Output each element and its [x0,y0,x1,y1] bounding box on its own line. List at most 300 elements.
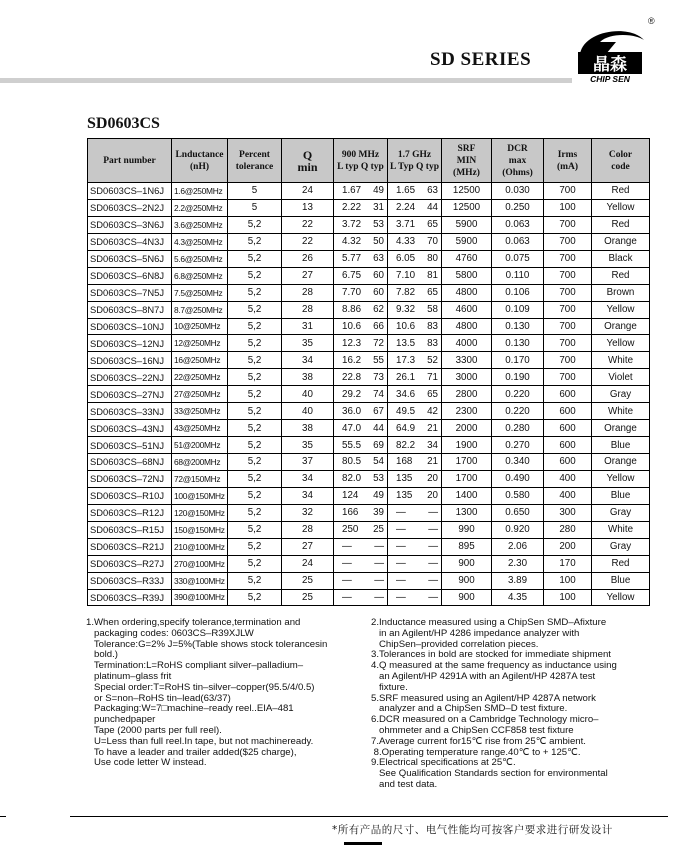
table-cell: Red [592,183,650,200]
table-cell-pair [388,216,442,233]
note-line: Termination:L=RoHS compliant silver–palladium– [86,660,304,672]
table-cell: 10@250MHz [172,318,228,335]
table-cell-value: 39 [373,507,384,519]
table-cell: 33@250MHz [172,403,228,420]
table-cell-value: 50 [373,236,384,248]
table-cell-value: 135 [396,490,413,502]
table-cell: 5,2 [228,437,282,454]
table-cell-value: 44 [373,422,384,434]
table-cell-pair [334,403,388,420]
table-cell-value: — [342,558,352,570]
table-cell: 5800 [442,267,492,284]
table-cell: 40 [282,386,334,403]
table-cell: 0.220 [492,403,544,420]
table-cell: 0.490 [492,470,544,487]
spec-table [87,138,650,606]
table-cell: 13 [282,199,334,216]
table-cell: 0.170 [492,352,544,369]
table-cell: 100 [544,589,592,606]
table-cell: 2.30 [492,555,544,572]
table-cell-pair [388,233,442,250]
table-cell: 4600 [442,301,492,318]
table-row [88,199,650,216]
table-cell: 700 [544,233,592,250]
note-line: an Agilent/HP 4291A with an Agilent/HP 4287A test [371,670,596,682]
note-line: or S=non–RoHS tin–lead(63/37) [86,692,231,704]
table-cell: 400 [544,470,592,487]
table-cell: 900 [442,589,492,606]
series-title: SD SERIES [430,49,532,70]
table-cell-value: 7.70 [342,287,362,299]
note-line: bold.) [86,649,118,661]
table-cell-value: — [428,558,438,570]
table-cell-pair [334,318,388,335]
table-cell: 120@150MHz [172,504,228,521]
table-cell-value: 47.0 [342,422,362,434]
table-cell-value: 10.6 [396,320,416,332]
table-cell: 700 [544,267,592,284]
table-cell: 1300 [442,504,492,521]
header-rule [0,78,572,83]
footer-page-mark [344,842,382,845]
table-cell: 5,2 [228,403,282,420]
table-row [88,538,650,555]
table-cell-value: — [374,591,384,603]
table-cell-pair [388,386,442,403]
table-row [88,589,650,606]
table-cell: 600 [544,403,592,420]
note-line: Special order:T=RoHS tin–silver–copper(95.5/4/0.5) [86,681,315,693]
table-cell-value: — [428,591,438,603]
table-cell: SD0603CS–8N7J [88,301,172,318]
table-cell: 51@200MHz [172,437,228,454]
table-cell: 16@250MHz [172,352,228,369]
table-cell-value: 70 [427,236,438,248]
column-header-line: (nH) [190,161,209,172]
table-cell: 28 [282,301,334,318]
table-cell-pair [334,250,388,267]
logo-text-en: CHIP SEN [590,74,630,84]
table-cell: 600 [544,437,592,454]
table-cell-value: 60 [373,270,384,282]
table-cell: SD0603CS–R39J [88,589,172,606]
table-cell: Brown [592,284,650,301]
table-cell: 0.340 [492,454,544,471]
note-line: in an Agilent/HP 4286 impedance analyzer with [371,627,580,639]
table-cell-pair [388,267,442,284]
table-cell: Black [592,250,650,267]
table-cell-value: 63 [427,185,438,197]
table-cell: Orange [592,318,650,335]
table-cell: 5,2 [228,454,282,471]
table-cell-pair [334,199,388,216]
table-row [88,403,650,420]
table-cell-value: 62 [373,304,384,316]
table-cell: SD0603CS–12NJ [88,335,172,352]
table-cell-value: 29.2 [342,388,362,400]
note-line: platinum–glass frit [86,670,172,682]
table-cell: 4.3@250MHz [172,233,228,250]
table-cell-pair [334,538,388,555]
table-cell-value: — [428,507,438,519]
table-cell-pair [388,487,442,504]
table-cell: 4800 [442,318,492,335]
table-row [88,572,650,589]
table-cell: 600 [544,386,592,403]
table-cell-value: 20 [427,490,438,502]
table-cell: 150@150MHz [172,521,228,538]
table-cell-value: 55 [373,354,384,366]
table-cell: 5,2 [228,504,282,521]
table-cell-value: 83 [427,337,438,349]
table-cell-pair [334,352,388,369]
table-cell-value: 26.1 [396,371,416,383]
table-cell-pair [334,233,388,250]
note-line: 8.Operating temperature range.40℃ to + 125℃. [371,746,581,758]
table-cell: Orange [592,420,650,437]
table-row [88,454,650,471]
table-row [88,437,650,454]
table-cell: 600 [544,454,592,471]
table-cell: 27 [282,267,334,284]
column-header-line: code [611,161,630,172]
table-cell-value: 3.72 [342,219,362,231]
table-cell: 5,2 [228,538,282,555]
table-cell: 900 [442,555,492,572]
table-cell: 5,2 [228,555,282,572]
table-cell: 4800 [442,284,492,301]
table-cell: SD0603CS–43NJ [88,420,172,437]
table-cell-value: 1.67 [342,185,362,197]
table-cell: 40 [282,403,334,420]
table-cell-value: 65 [427,388,438,400]
table-cell: SD0603CS–72NJ [88,470,172,487]
note-line: See Qualification Standards section for environmental [371,768,608,780]
table-cell-value: — [374,541,384,553]
table-cell: 5900 [442,216,492,233]
note-line: 9.Electrical specifications at 25℃. [371,757,516,769]
note-line: U=Less than full reel.In tape, but not machineready. [86,735,314,747]
table-cell-value: 72 [373,337,384,349]
table-cell-pair [388,369,442,386]
table-cell-pair [388,352,442,369]
table-cell-value: 13.5 [396,337,416,349]
table-row [88,487,650,504]
table-row [88,504,650,521]
note-line: 7.Average current for15℃ rise from 25℃ ambient. [371,735,586,747]
column-header-line: Irms [557,149,578,160]
table-cell-value: 6.05 [396,253,416,265]
table-cell-value: 135 [396,473,413,485]
table-cell-value: 65 [427,287,438,299]
table-cell-pair [334,555,388,572]
table-cell-pair [334,487,388,504]
table-cell: 5,2 [228,352,282,369]
table-cell-value: 36.0 [342,405,362,417]
table-cell: 700 [544,216,592,233]
table-cell: SD0603CS–R12J [88,504,172,521]
table-cell: Gray [592,538,650,555]
table-cell: 0.110 [492,267,544,284]
table-cell: 5 [228,199,282,216]
note-line: 4.Q measured at the same frequency as inductance using [371,660,617,672]
table-cell: White [592,521,650,538]
part-family-title: SD0603CS [87,115,160,132]
column-header [544,139,592,183]
table-row [88,301,650,318]
table-cell: Yellow [592,199,650,216]
table-cell-pair [388,437,442,454]
note-line: ohmmeter and a ChipSen CCF858 test fixture [371,724,574,736]
logo-swoosh [580,31,644,54]
table-cell-value: — [374,575,384,587]
column-header-line: MIN [456,155,477,166]
table-cell-pair [334,504,388,521]
table-cell-value: 34 [427,439,438,451]
table-cell-value: 3.71 [396,219,416,231]
table-cell: 27@250MHz [172,386,228,403]
table-row [88,216,650,233]
table-cell-pair [388,521,442,538]
table-cell-value: 66 [373,320,384,332]
table-cell-value: 17.3 [396,354,416,366]
note-line: 6.DCR measured on a Cambridge Technology micro– [371,714,599,726]
table-cell: 900 [442,572,492,589]
column-header [334,139,388,183]
table-cell: 28 [282,521,334,538]
table-row [88,318,650,335]
logo-text-cn: 晶森 [593,55,627,75]
column-header-line: min [297,159,318,174]
table-cell: 34 [282,487,334,504]
note-line: punchedpaper [86,714,156,726]
table-cell: SD0603CS–5N6J [88,250,172,267]
table-row [88,335,650,352]
table-cell-value: 58 [427,304,438,316]
table-cell: 35 [282,437,334,454]
table-cell: 330@100MHz [172,572,228,589]
table-cell: 990 [442,521,492,538]
column-header [88,139,172,183]
table-cell: 5,2 [228,386,282,403]
table-cell-value: 8.86 [342,304,362,316]
table-cell-value: 2.24 [396,202,416,214]
table-cell-pair [388,250,442,267]
table-cell-pair [388,504,442,521]
table-cell: 0.030 [492,183,544,200]
column-header [388,139,442,183]
table-cell: 700 [544,335,592,352]
table-cell: Gray [592,386,650,403]
table-cell: 0.580 [492,487,544,504]
column-header-line: DCR [507,143,528,154]
table-row [88,250,650,267]
table-cell-value: 2.22 [342,202,362,214]
footer-note: *所有产品的尺寸、电气性能均可按客户要求进行研发设计 [332,824,613,836]
table-cell: 12@250MHz [172,335,228,352]
table-cell: Orange [592,233,650,250]
table-cell: Blue [592,437,650,454]
table-cell: 2300 [442,403,492,420]
table-cell: 5,2 [228,250,282,267]
table-cell: 34 [282,352,334,369]
note-line: fixture. [371,681,408,693]
table-cell: 7.5@250MHz [172,284,228,301]
table-cell-value: — [374,558,384,570]
table-cell: 24 [282,183,334,200]
table-cell-value: 82.0 [342,473,362,485]
table-cell: SD0603CS–33NJ [88,403,172,420]
column-header-line: Part number [103,155,156,166]
column-header [228,139,282,183]
column-header-line: (MHz) [453,167,480,178]
table-cell-pair [334,470,388,487]
table-cell: 100@150MHz [172,487,228,504]
spec-table-body [88,183,650,606]
table-cell-value: — [396,524,406,536]
table-cell-pair [334,301,388,318]
table-cell-value: — [342,575,352,587]
table-cell: SD0603CS–68NJ [88,454,172,471]
table-cell: 22 [282,233,334,250]
table-cell: SD0603CS–6N8J [88,267,172,284]
table-cell: 26 [282,250,334,267]
table-cell-value: 53 [373,219,384,231]
table-cell: 0.190 [492,369,544,386]
table-cell-value: 82.2 [396,439,416,451]
table-cell-value: 80.5 [342,456,362,468]
table-cell: Gray [592,504,650,521]
table-row [88,521,650,538]
table-cell: SD0603CS–R10J [88,487,172,504]
table-row [88,183,650,200]
table-cell: 0.250 [492,199,544,216]
table-cell: 5,2 [228,233,282,250]
table-cell: 12500 [442,199,492,216]
table-cell: 4760 [442,250,492,267]
table-cell: 0.130 [492,318,544,335]
table-cell-value: 168 [396,456,413,468]
table-row [88,470,650,487]
note-line: Tape (2000 parts per full reel). [86,724,222,736]
chipsen-logo [570,20,650,84]
table-cell: SD0603CS–7N5J [88,284,172,301]
table-cell: 210@100MHz [172,538,228,555]
column-header [442,139,492,183]
table-cell-pair [388,301,442,318]
table-cell: 3000 [442,369,492,386]
table-cell-pair [388,555,442,572]
table-cell: 5,2 [228,487,282,504]
notes-right [371,618,651,791]
table-cell-pair [388,538,442,555]
column-header [592,139,650,183]
table-cell-pair [334,437,388,454]
table-cell-value: — [428,524,438,536]
table-cell: White [592,403,650,420]
table-cell: 700 [544,369,592,386]
table-cell: 25 [282,589,334,606]
table-cell-pair [388,199,442,216]
table-cell: SD0603CS–22NJ [88,369,172,386]
table-cell-value: 64.9 [396,422,416,434]
table-cell-value: 25 [373,524,384,536]
table-cell: 895 [442,538,492,555]
table-cell: SD0603CS–27NJ [88,386,172,403]
table-cell-pair [334,267,388,284]
table-cell: 5,2 [228,267,282,284]
note-line: analyzer and a ChipSen SMD–D test fixture. [371,703,568,715]
table-row [88,267,650,284]
table-cell-pair [388,470,442,487]
table-cell-value: 81 [427,270,438,282]
table-cell: Orange [592,454,650,471]
table-cell: SD0603CS–2N2J [88,199,172,216]
table-cell-value: 7.82 [396,287,416,299]
table-cell: 6.8@250MHz [172,267,228,284]
table-cell: 4000 [442,335,492,352]
column-header-line: Percent [239,149,270,160]
table-cell: 2.2@250MHz [172,199,228,216]
table-cell: 0.075 [492,250,544,267]
table-cell-value: 12.3 [342,337,362,349]
table-cell: 0.130 [492,335,544,352]
table-cell: 38 [282,420,334,437]
table-cell: 1700 [442,454,492,471]
table-cell: 5.6@250MHz [172,250,228,267]
table-cell-pair [388,318,442,335]
table-cell-pair [334,521,388,538]
table-cell: 38 [282,369,334,386]
table-row [88,369,650,386]
column-header-line: Lnductance [175,149,224,160]
note-line: 5.SRF measured using an Agilent/HP 4287A network [371,692,596,704]
table-cell: 280 [544,521,592,538]
table-cell: 22 [282,216,334,233]
table-cell: 5,2 [228,318,282,335]
column-header-line: L Typ Q typ [389,161,440,172]
note-line: 1.When ordering,specify tolerance,termination and [86,617,301,628]
table-cell-value: — [396,591,406,603]
note-line: packaging codes: 0603CS–R39XJLW [86,627,254,639]
table-cell: 22@250MHz [172,369,228,386]
table-cell: SD0603CS–4N3J [88,233,172,250]
table-cell: 1900 [442,437,492,454]
table-cell: 72@150MHz [172,470,228,487]
table-cell-value: 7.10 [396,270,416,282]
table-cell: 5,2 [228,284,282,301]
table-cell: 0.650 [492,504,544,521]
column-header-line: L typ Q typ [337,161,384,172]
footer-rule-stub [0,816,6,817]
table-cell-value: 83 [427,320,438,332]
table-cell: 24 [282,555,334,572]
table-cell: 5,2 [228,369,282,386]
table-cell-pair [334,420,388,437]
column-header-line: Color [608,149,633,160]
table-cell: 5,2 [228,420,282,437]
table-row [88,284,650,301]
table-cell-value: 166 [342,507,359,519]
table-cell: 1700 [442,470,492,487]
table-cell: 3.89 [492,572,544,589]
table-cell: 2000 [442,420,492,437]
table-cell: 32 [282,504,334,521]
table-cell: 700 [544,250,592,267]
table-cell: 3.6@250MHz [172,216,228,233]
table-cell: 5900 [442,233,492,250]
table-row [88,386,650,403]
